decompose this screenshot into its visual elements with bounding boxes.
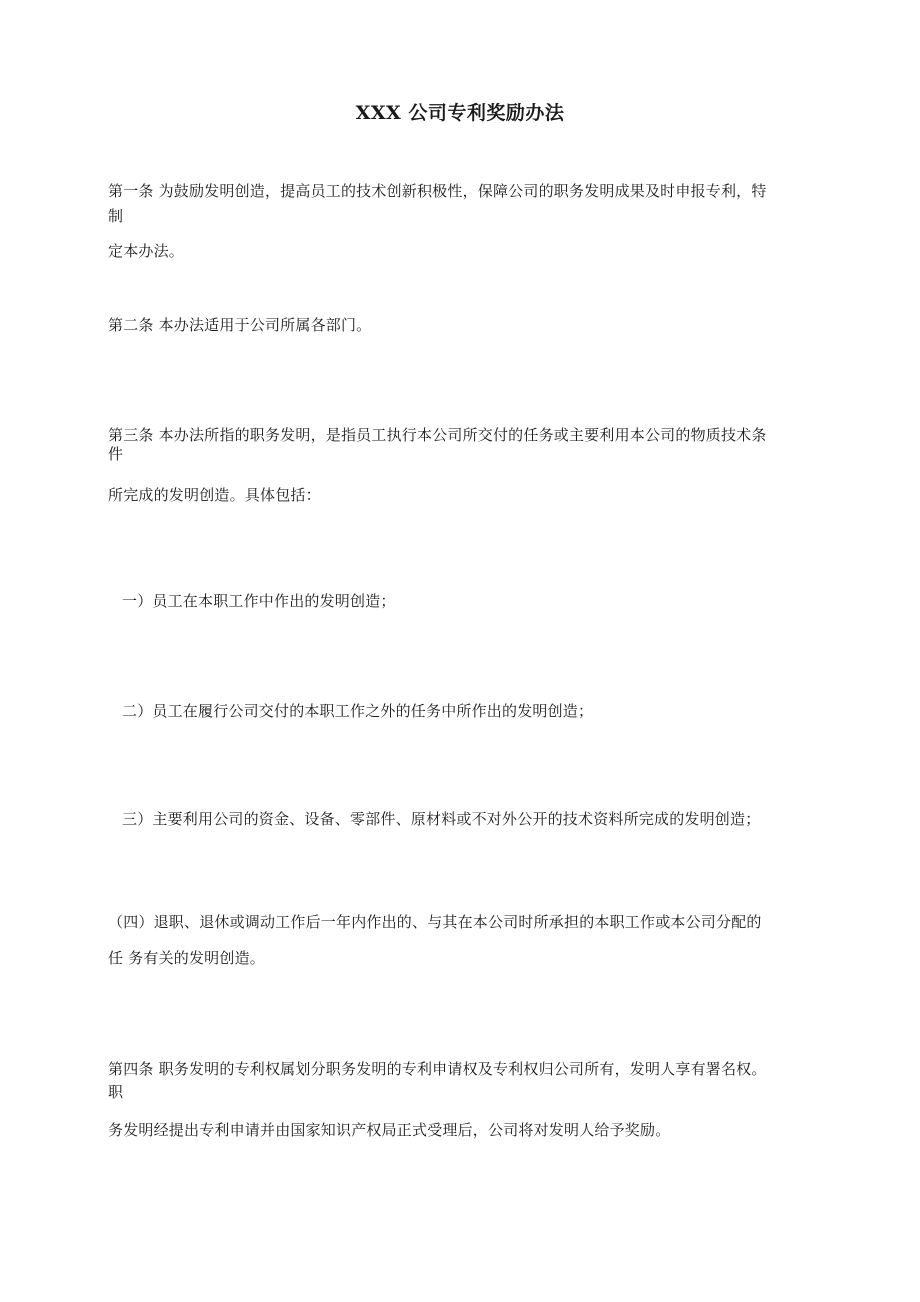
item-1: 一）员工在本职工作中作出的发明创造； — [122, 592, 396, 610]
item-3: 三）主要利用公司的资金、设备、零部件、原材料或不对外公开的技术资料所完成的发明创造； — [122, 810, 761, 828]
article-3-line-1: 第三条 本办法所指的职务发明，是指员工执行本公司所交付的任务或主要利用本公司的物质技术条 — [108, 426, 767, 444]
article-1-line-1: 第一条 为鼓励发明创造，提高员工的技术创新积极性，保障公司的职务发明成果及时申报专利，特 — [108, 182, 767, 200]
article-1-line-2: 制 — [108, 207, 124, 225]
article-4-line-1: 第四条 职务发明的专利权属划分职务发明的专利申请权及专利权归公司所有，发明人享有署名权。 — [108, 1060, 767, 1078]
article-2-line-1: 第二条 本办法适用于公司所属各部门。 — [108, 316, 372, 334]
item-4-line-2: 任 务有关的发明创造。 — [108, 949, 265, 967]
article-1-line-3: 定本办法。 — [108, 242, 185, 260]
article-3-line-2: 件 — [108, 445, 124, 463]
article-3-line-3: 所完成的发明创造。具体包括： — [108, 486, 321, 504]
article-4-line-3: 务发明经提出专利申请并由国家知识产权局正式受理后，公司将对发明人给予奖励。 — [108, 1121, 671, 1139]
document-title: XXX 公司专利奖励办法 — [355, 102, 565, 124]
item-2: 二）员工在履行公司交付的本职工作之外的任务中所作出的发明创造； — [122, 702, 594, 720]
item-4-line-1: （四）退职、退休或调动工作后一年内作出的、与其在本公司时所承担的本职工作或本公司分配的 — [108, 913, 762, 931]
article-4-line-2: 职 — [108, 1083, 124, 1101]
